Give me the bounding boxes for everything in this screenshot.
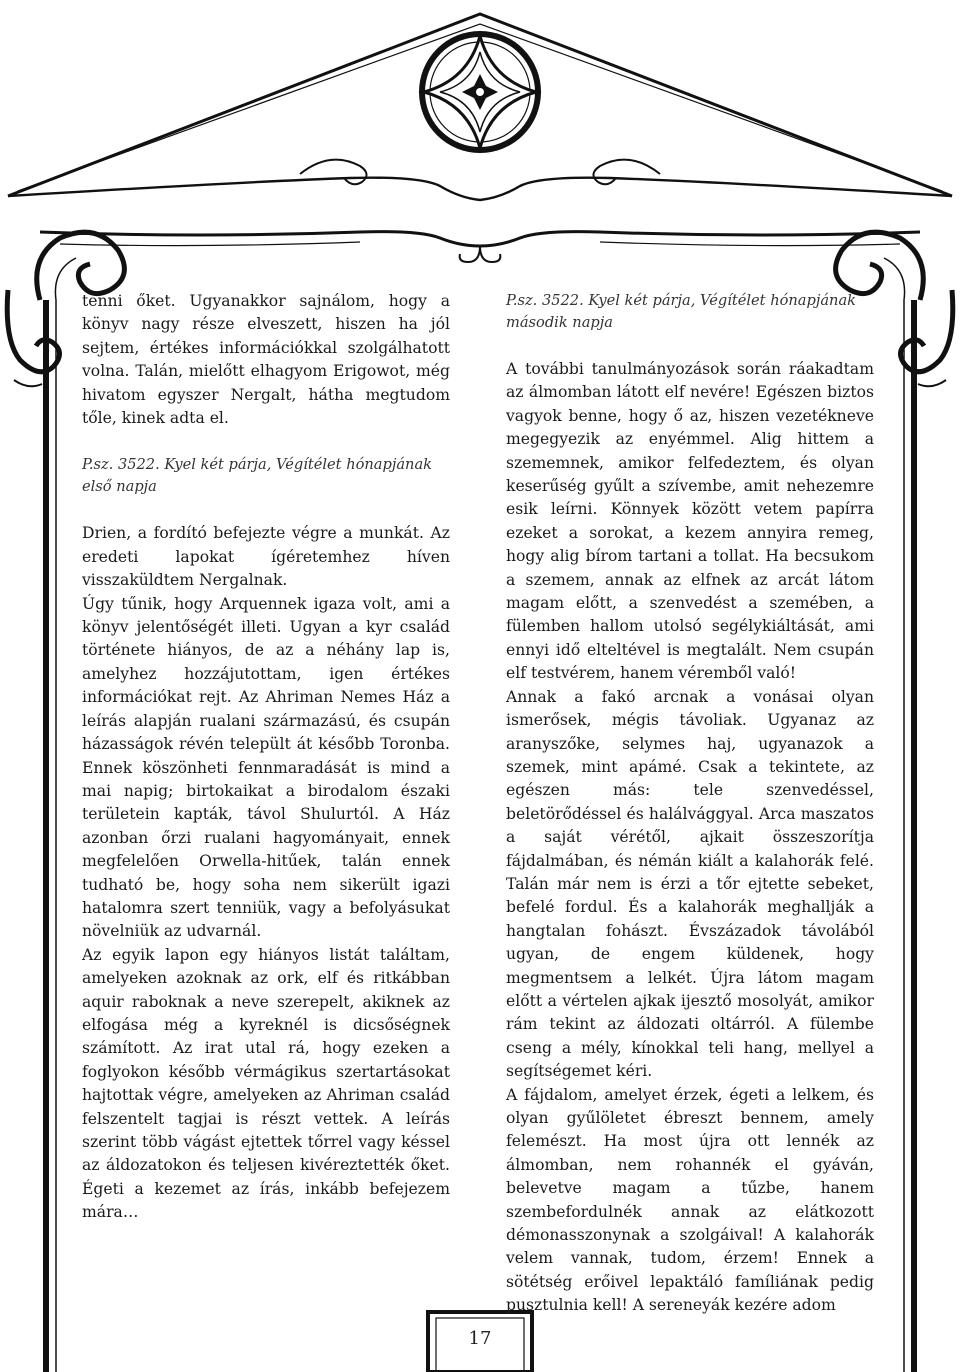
- left-text-column: [82, 290, 450, 1225]
- page-number: 17: [468, 1328, 492, 1349]
- diary-entry-heading: P.sz. 3522. Kyel két párja, Végítélet hónapjának első napja: [82, 456, 432, 496]
- paragraph: tenni őket. Ugyanakkor sajnálom, hogy a könyv nagy része elveszett, hiszen ha jól sejtem, értékes információkkal szolgálhatott volna. Talán, mielőtt elhagyom Erigowot, még hivatom egyszer Nergalt, hátha megtudom tőle, kinek adta el.: [82, 292, 450, 428]
- side-scroll-left: [7, 290, 59, 386]
- side-scroll-right: [900, 290, 952, 386]
- paragraph: A további tanulmányozások során ráakadtam az álmomban látott elf nevére! Egészen biztos vagyok benne, hogy ő az, hiszen vezetékneve megegyezik az enyémmel. Alig hittem a szememnek, amikor felfedeztem, és olyan keserűség gyűlt a szívembe, amit nehezemre esik leírni. Könnyek között vetem papírra ezeket a sorokat, a kezem annyira remeg, hogy alig bírom tartani a tollat. Ha becsukom a szemem, annak az elfnek az arcát látom magam előtt, a szenvedést a szemében, a fülemben hallom utolsó segélykiáltását, ami ennyi idő elteltével is megtalált. Nem csupán elf testvérem, hanem véremből való!: [506, 360, 874, 683]
- paragraph: Az egyik lapon egy hiányos listát találtam, amelyeken azoknak az ork, elf és ritkábban aquir raboknak a neve szerepelt, akiknek az elfogása még a kyreknél is dicsőségnek számított. Az irat utal rá, hogy ezeken a foglyokon később vérmágikus szertartásokat hajtottak végre, amelyeken az Ahriman család felszentelt tagjai is részt vettek. A leírás szerint több vágást ejtettek tőrrel vagy késsel az áldozatokon és teljesen kivéreztették őket. Égeti a kezemet az írás, inkább befejezem mára…: [82, 945, 450, 1222]
- top-border: [40, 232, 920, 262]
- diary-entry-heading: P.sz. 3522. Kyel két párja, Végítélet hónapjának második napja: [506, 292, 856, 331]
- star-medallion: [422, 34, 538, 150]
- paragraph: Úgy tűnik, hogy Arquennek igaza volt, ami a könyv jelentőségét illeti. Ugyan a kyr család története hiányos, de az a néhány lap is, amelyhez hozzájutottam, igen értékes információkat rejt. Az Ahriman Nemes Ház a leírás alapján rualani származású, és csupán házasságok révén települt át később Toronba. Ennek köszönheti fennmaradását is mind a mai napig; birtokaikat a birodalom északi területein kapták, távol Shulurtól. A Ház azonban őrzi rualani hagyományait, ennek megfelelően Orwella-hitűek, talán ennek tudható be, hogy soha nem sikerült igazi hatalomra szert tenniük, vagy a befolyásukat növelniük az udvarnál.: [82, 594, 450, 941]
- paragraph: Annak a fakó arcnak a vonásai olyan ismerősek, mégis távoliak. Ugyanaz az aranyszőke, selymes haj, ugyanazok a szemek, mint apámé. Csak a tekintete, az egészen más: tele szenvedéssel, beletörődéssel és halálvággyal. Arca maszatos a saját vérétől, ajkait összeszorítja fájdalmában, és némán kiált a kalahorák felé. Talán már nem is érzi a tőr ejtette sebeket, befelé fordul. És a kalahorák meghallják a hangtalan fohászt. Évszázadok távolából ugyan, de engem küldenek, hogy megmentsem a lelkét. Újra látom magam előtt a vértelen ajkak ijesztő mosolyát, amikor rám tekint az áldozati oltárról. A fülembe cseng a mély, kínokkal teli hang, mellyel a segítségemet kéri.: [506, 687, 874, 1081]
- paragraph: A fájdalom, amelyet érzek, égeti a lelkem, és olyan gyűlöletet ébreszt bennem, amely felemészt. Ha most újra ott lennék az álmomban, nem rohannék el gyáván, belevetve magam a tűzbe, hanem szembefordulnék annak az elátkozott démonasszonynak a szolgáival! A kalahorák velem vannak, tudom, érzem! Ennek a sötétség erőivel lepaktáló famíliának pedig pusztulnia kell! A sereneyák kezére adom: [506, 1085, 874, 1315]
- right-text-column: [506, 290, 874, 1318]
- paragraph: Drien, a fordító befejezte végre a munkát. Az eredeti lapokat ígéretemhez híven visszaküldtem Nergalnak.: [82, 524, 450, 590]
